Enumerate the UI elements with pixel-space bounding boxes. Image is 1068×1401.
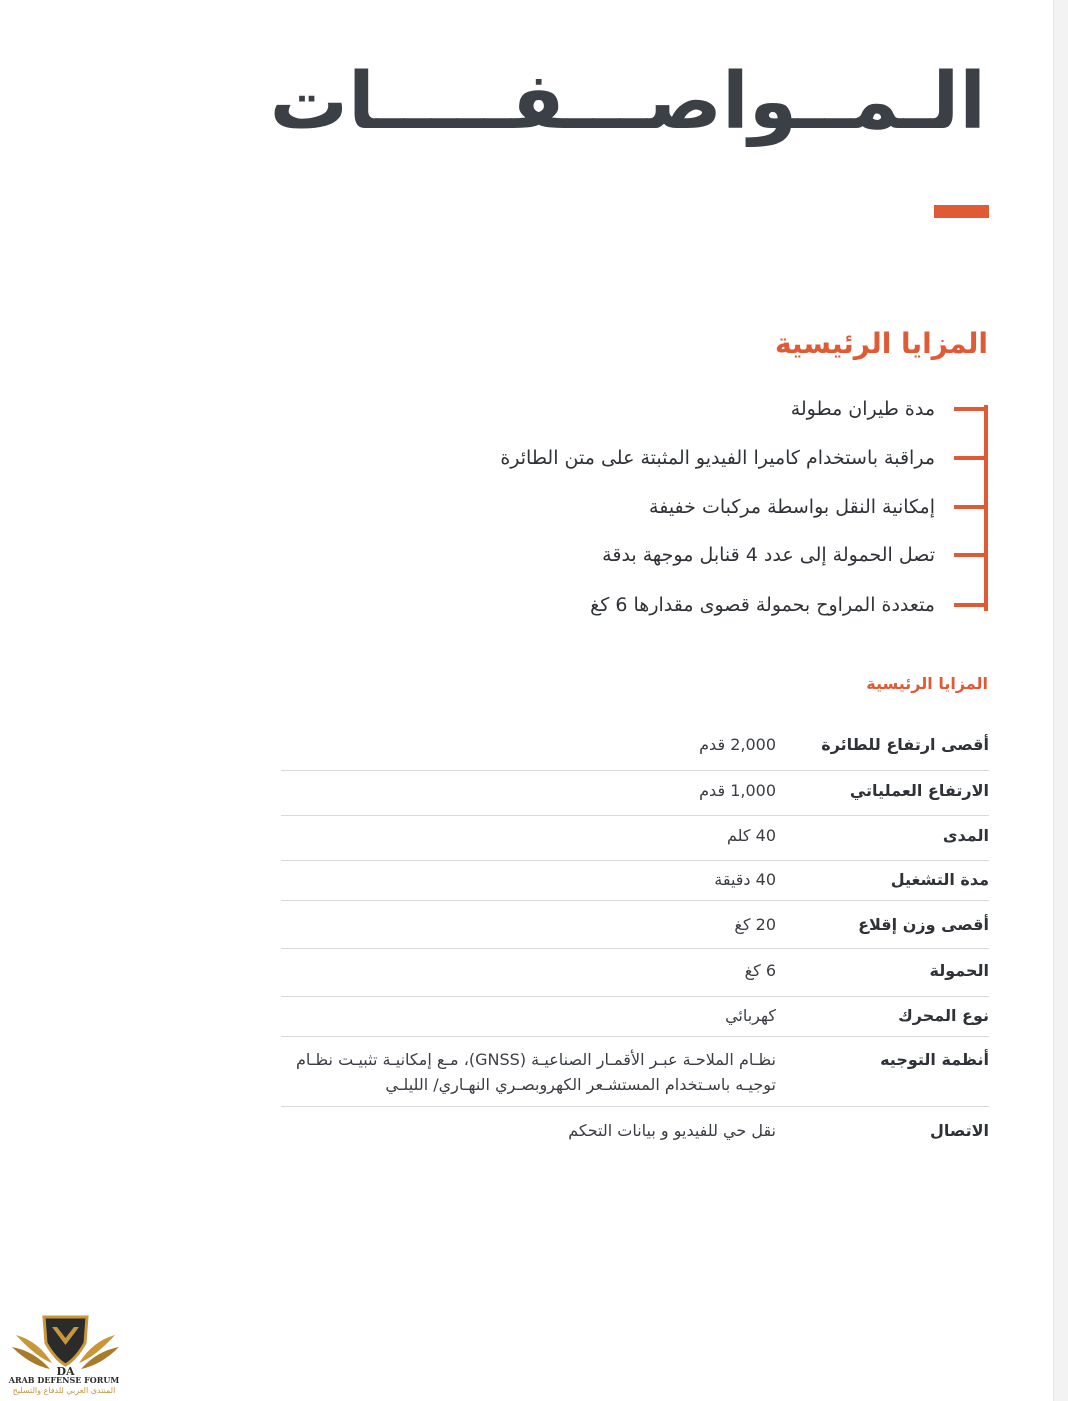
table-row [281,1037,989,1107]
spec-value: نظـام الملاحـة عبـر الأقمـار الصناعيـة (GNSS)، مـع إمكانيـة تثبيـت نظـام توجيـه باسـتخدام المستشـعر الكهروبصـري النهـاري/ الليلـي [295,1050,776,1094]
feature-tick [954,505,986,509]
spec-label: الحمولة [929,961,989,980]
table-row [281,771,989,816]
spec-label: مدة التشغيل [890,870,989,889]
logo-arabic-name: المنتدى العربي للدفاع والتسليح [12,1386,116,1395]
key-features-heading: المزايا الرئيسية [774,327,988,360]
table-row [281,861,989,901]
feature-tick [954,456,986,460]
feature-item [400,531,990,579]
features-list [400,385,990,625]
page-edge [1053,0,1068,1401]
feature-text: متعددة المراوح بحمولة قصوى مقدارها 6 كغ [590,594,935,616]
logo-monogram: DA [56,1365,75,1378]
spec-label: أنظمة التوجيه [880,1050,989,1069]
specs-heading: المزايا الرئيسية [866,674,988,693]
table-row [281,816,989,861]
feature-tick [954,407,986,411]
table-row [281,722,989,771]
spec-value: كهربائي [725,1006,776,1025]
feature-item [400,581,990,629]
logo-name: ARAB DEFENSE FORUM [8,1375,120,1385]
spec-label: نوع المحرك [898,1006,989,1025]
spec-label: أقصى وزن إقلاع [858,915,989,934]
feature-item [400,483,990,531]
feature-text: إمكانية النقل بواسطة مركبات خفيفة [649,496,935,518]
feature-item [400,434,990,482]
spec-value: 1,000 قدم [699,781,776,800]
feature-text: مراقبة باستخدام كاميرا الفيديو المثبتة على متن الطائرة [500,447,935,469]
spec-value: 20 كغ [734,915,776,934]
feature-item [400,385,990,433]
feature-text: تصل الحمولة إلى عدد 4 قنابل موجهة بدقة [602,544,935,566]
spec-label: الارتفاع العملياتي [849,781,989,800]
spec-value: نقل حي للفيديو و بيانات التحكم [568,1121,776,1140]
page-title: الـمــواصـــفـــــات [269,57,986,147]
accent-bar [934,205,989,218]
table-row [281,949,989,997]
spec-value: 40 دقيقة [714,870,776,889]
feature-text: مدة طيران مطولة [790,398,935,420]
specs-table [281,722,989,1155]
table-row [281,901,989,949]
spec-value: 40 كلم [726,826,776,845]
spec-label: الاتصال [929,1121,989,1140]
spec-label: المدى [942,826,989,845]
feature-tick [954,603,986,607]
spec-label: أقصى ارتفاع للطائرة [821,735,989,754]
feature-tick [954,553,986,557]
spec-value: 6 كغ [744,961,776,980]
table-row [281,997,989,1037]
spec-value: 2,000 قدم [699,735,776,754]
table-row [281,1107,989,1155]
